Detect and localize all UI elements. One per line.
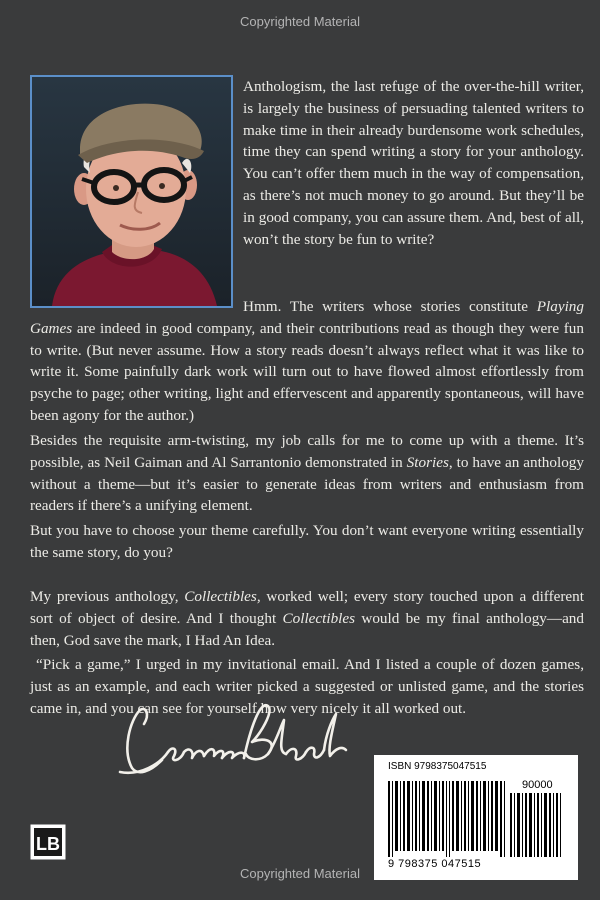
paragraph-3-start: Besides the requisite arm-twisting, my job calls for me to come up with a theme. It’s possible, as Neil Gaiman and Al Sarrantonio demonstrated in <box>30 432 584 471</box>
author-portrait-icon <box>32 77 231 306</box>
publisher-logo-icon <box>30 824 66 860</box>
paragraph-5 <box>30 586 584 651</box>
paragraph-4 <box>30 520 584 564</box>
paragraph-2-start: Hmm. The writers whose stories constitute <box>243 298 537 315</box>
paragraph-3 <box>30 430 584 517</box>
paragraph-3-end: , to have an anthology without a theme—but it’s easier to generate ideas from writers and enthusiasm from readers if there’s a unifying element. <box>30 453 584 515</box>
paragraph-2 <box>30 296 584 427</box>
book-title-collectibles-2: Collectibles <box>282 609 356 627</box>
paragraph-5-start: My previous anthology, <box>30 588 185 605</box>
author-photo <box>30 75 233 308</box>
paragraph-5-mid: worked well; every story touched upon a different sort of object of desire. And I thought <box>30 588 584 627</box>
paragraph-5-end: would be my final anthology—and then, God save the mark, I Had An Idea. <box>30 609 584 649</box>
isbn-barcode <box>374 755 578 880</box>
paragraph-1 <box>243 76 584 250</box>
paragraph-6-text: “Pick a game,” I urged in my invitational email. And I listed a couple of dozen games, just as an example, and each writer picked a suggested or unlisted game, and the stories came in, and you can see for yourself how very nicely it all worked out. <box>30 656 584 717</box>
barcode-bars-icon <box>384 775 570 857</box>
isbn-label: ISBN 9798375047515 <box>388 761 487 772</box>
book-title-collectibles-1: Collectibles, <box>184 588 261 605</box>
paragraph-2-end: are indeed in good company, and their contributions read as though they were fun to write. (But never assume. How a story reads doesn’t always reflect what it was like to write it. Some painfully dark work will turn out to have flowed almost effortlessly from psyche to page; other writing, light and effervescent and apparently spontaneous, will have been agony for the author.) <box>30 319 584 424</box>
barcode-digits: 9 798375 047515 <box>388 858 482 870</box>
paragraph-4-text: But you have to choose your theme carefully. You don’t want everyone writing essentially the same story, do you? <box>30 522 584 561</box>
copyright-watermark-bottom: Copyrighted Material <box>240 866 360 881</box>
book-title-stories: Stories <box>406 453 449 471</box>
paragraph-1-text: Anthologism, the last refuge of the over-the-hill writer, is largely the business of persuading talented writers to make time in their already burdensome work schedules, time they can spend writing a story for your anthology. You can’t offer them much in the way of compensation, as there’s not much money to go around. But they’ll be in good company, you can assure them. And, best of all, won’t the story be fun to write? <box>243 78 584 248</box>
price-code: 90000 <box>522 779 553 791</box>
publisher-logo-text: LB <box>36 834 60 854</box>
copyright-watermark-top: Copyrighted Material <box>240 14 360 29</box>
book-title-playing-games: Playing Games <box>30 298 584 337</box>
signature-icon <box>110 690 350 785</box>
